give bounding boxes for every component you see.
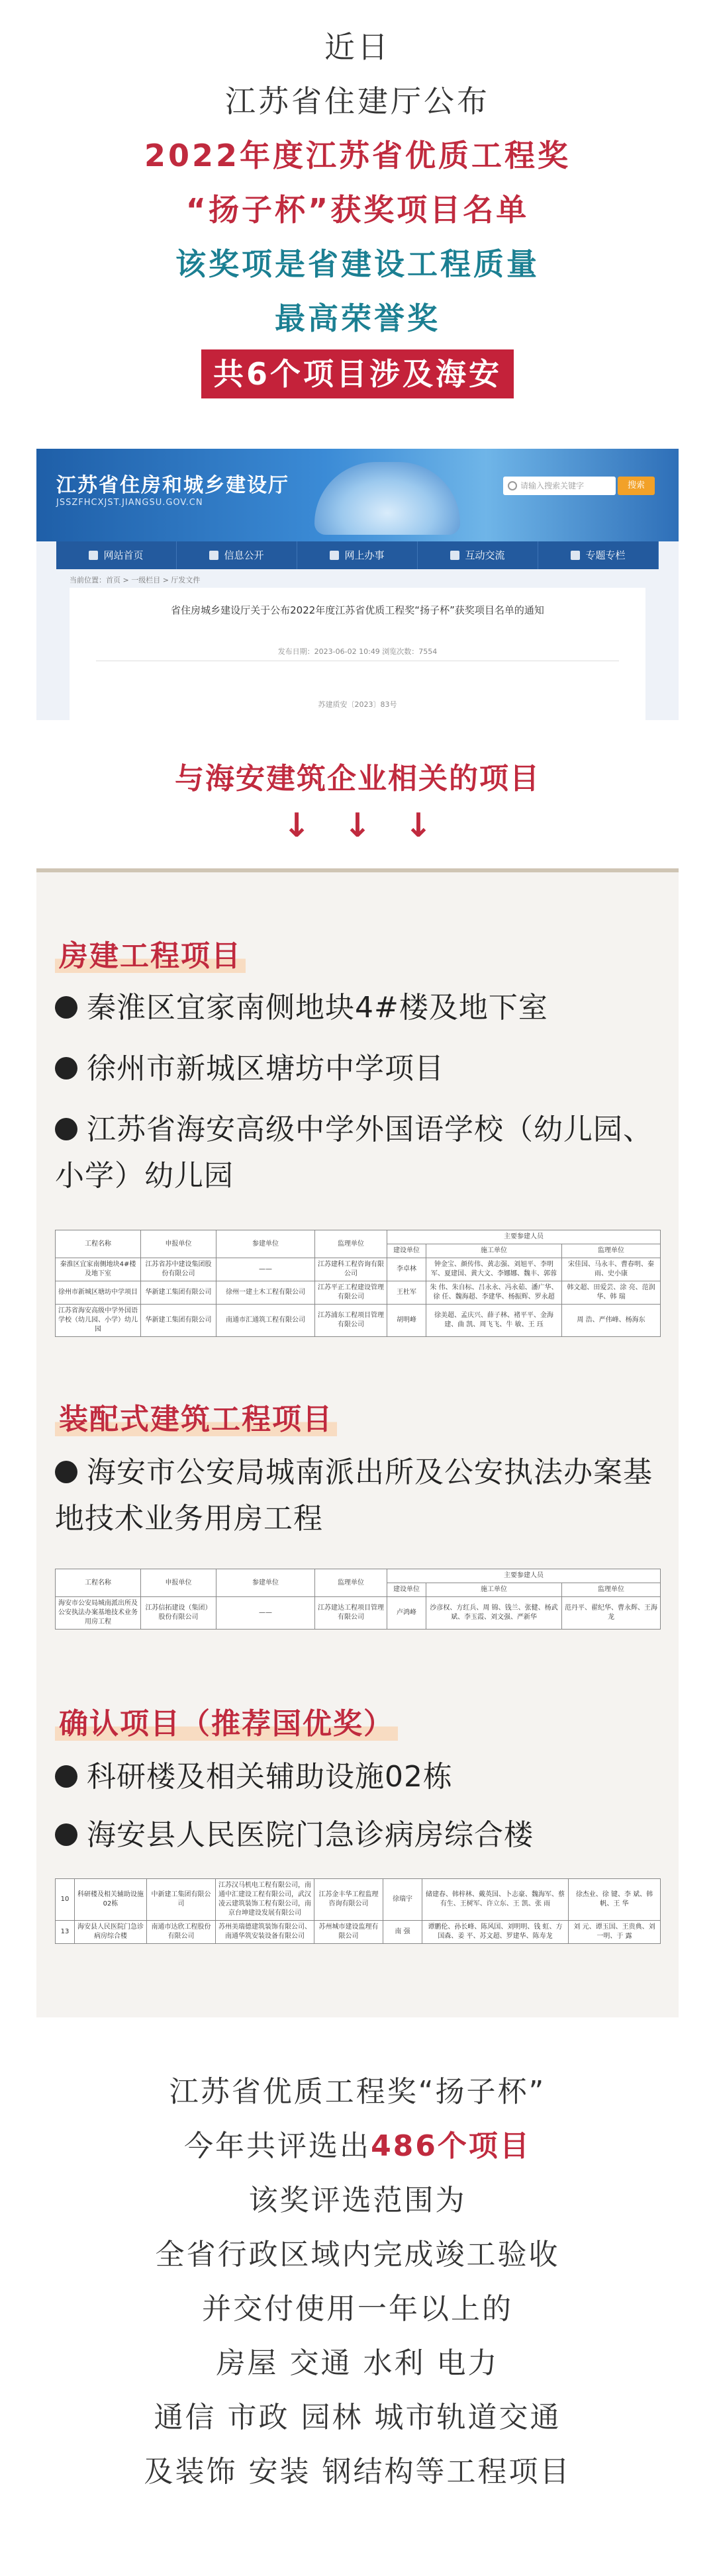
section-title-housing: 房建工程项目 bbox=[55, 932, 246, 974]
outro-line: 该奖评选范围为 bbox=[248, 2184, 467, 2217]
website-screenshot bbox=[36, 449, 679, 720]
arrow-down-icon: ↓↓↓ bbox=[283, 806, 465, 845]
bullet-icon bbox=[55, 1057, 77, 1080]
project-table-housing: 工程名称 申报单位 参建单位 监理单位 主要参建人员 建设单位 施工单位 监理单位 秦淮区宜家南侧地块4#楼及地下室 江苏省苏中建设集团股份有限公司 —— 江苏建科工程咨询有限公司 李卓林 钟金宝、颜传伟、黄志强、刘旭平、李明军、夏建国、黄大文、李娜娜、魏丰、郭蓉 宋佳国、马永丰、曹春明、秦 雨、史小康 徐州市新城区塘坊中学项目 华新建工集团有限公司 徐州一建土木工程有限公司 江苏平正工程建设管理有限公司 王杜军 朱 伟、朱自标、吕永永、冯永茹、潘广华、徐 任、魏海超、李建华、杨振辉、罗永超 韩文超、田爱芸、涂 亮、范润华、韩 瑞 江苏省海安高级中学外国语学校（幼儿园、小学）幼儿园 华新建工集团有限公司 南通市汇通筑工程有限公司 江苏浦东工程项目管理有限公司 胡明峰 徐美超、孟庆兴、薛子林、褚平平、金海建、曲 凯、周飞飞、牛 敏、王 珏 周 浩、严伟峰、杨海东 bbox=[55, 1230, 661, 1337]
project-count-badge: 共6个项目涉及海安 bbox=[201, 349, 514, 398]
nav-service[interactable]: 网上办事 bbox=[297, 541, 418, 569]
table-row: 海安市公安局城南派出所及公安执法办案基地技术业务用房工程 江苏信拓建设（集团）股份有限公司 —— 江苏建达工程项目管理有限公司 卢鸿峰 沙彦权、方红兵、周 锦、钱兰、张健、杨武斌、李玉霞、刘文强、严新华 范丹平、翟纪华、曹永辉、王海龙 bbox=[56, 1597, 661, 1630]
site-nav bbox=[56, 541, 659, 569]
intro-line: 近日 bbox=[324, 29, 391, 65]
service-icon bbox=[330, 551, 339, 560]
table-row: 秦淮区宜家南侧地块4#楼及地下室 江苏省苏中建设集团股份有限公司 —— 江苏建科工程咨询有限公司 李卓林 钟金宝、颜传伟、黄志强、刘旭平、李明军、夏建国、黄大文、李娜娜、魏丰、郭蓉 宋佳国、马永丰、曹春明、秦 雨、史小康 bbox=[56, 1258, 661, 1281]
outro-line: 房屋 交通 水利 电力 bbox=[216, 2346, 499, 2380]
search-icon bbox=[508, 481, 517, 490]
outro-line: 今年共评选出486个项目 bbox=[184, 2129, 531, 2163]
site-search-input[interactable]: 请输入搜索关键字 bbox=[503, 477, 616, 495]
project-item: 海安县人民医院门急诊病房综合楼 bbox=[55, 1812, 664, 1859]
nav-home[interactable]: 网站首页 bbox=[56, 541, 177, 569]
outro-line: 通信 市政 园林 城市轨道交通 bbox=[154, 2401, 561, 2434]
section-title-confirm: 确认项目（推荐国优奖） bbox=[55, 1700, 398, 1742]
project-item: 海安市公安局城南派出所及公安执法办案基地技术业务用房工程 bbox=[55, 1455, 653, 1536]
bullet-icon bbox=[55, 996, 77, 1019]
site-logo: 江苏省住房和城乡建设厅 bbox=[56, 474, 289, 497]
related-projects-title: 与海安建筑企业相关的项目 bbox=[175, 762, 540, 796]
project-table-prefab: 工程名称 申报单位 参建单位 监理单位 主要参建人员 建设单位 施工单位 监理单位 海安市公安局城南派出所及公安执法办案基地技术业务用房工程 江苏信拓建设（集团）股份有限公司 —— 江苏建达工程项目管理有限公司 卢鸿峰 沙彦权、方红兵、周 锦、钱兰、张健、杨武斌、李玉霞、刘文强、严新华 范丹平、翟纪华、曹永辉、王海龙 bbox=[55, 1569, 661, 1630]
outro-line: 及装饰 安装 钢结构等工程项目 bbox=[144, 2455, 571, 2489]
projects-panel bbox=[36, 872, 679, 2017]
project-item: 科研楼及相关辅助设施02栋 bbox=[55, 1754, 664, 1800]
project-item: 秦淮区宜家南侧地块4#楼及地下室 bbox=[55, 985, 664, 1031]
site-banner bbox=[36, 449, 679, 541]
headline-award-desc: 该奖项是省建设工程质量 bbox=[175, 246, 540, 282]
bullet-icon bbox=[55, 1765, 77, 1788]
site-search-button[interactable]: 搜索 bbox=[618, 477, 655, 495]
document-panel bbox=[70, 588, 645, 720]
breadcrumb: 当前位置：首页 > 一级栏目 > 厅发文件 bbox=[70, 576, 201, 584]
chat-icon bbox=[450, 551, 459, 560]
info-icon bbox=[209, 551, 218, 560]
intro-line: 江苏省住建厅公布 bbox=[225, 83, 490, 119]
stadium-illustration bbox=[314, 462, 460, 535]
table-row: 徐州市新城区塘坊中学项目 华新建工集团有限公司 徐州一建土木工程有限公司 江苏平正工程建设管理有限公司 王杜军 朱 伟、朱自标、吕永永、冯永茹、潘广华、徐 任、魏海超、李建华、杨振辉、罗永超 韩文超、田爱芸、涂 亮、范润华、韩 瑞 bbox=[56, 1281, 661, 1305]
table-row: 江苏省海安高级中学外国语学校（幼儿园、小学）幼儿园 华新建工集团有限公司 南通市汇通筑工程有限公司 江苏浦东工程项目管理有限公司 胡明峰 徐美超、孟庆兴、薛子林、褚平平、金海建、曲 凯、周飞飞、牛 敏、王 珏 周 浩、严伟峰、杨海东 bbox=[56, 1305, 661, 1337]
bullet-icon bbox=[55, 1823, 77, 1846]
bullet-icon bbox=[55, 1118, 77, 1140]
home-icon bbox=[89, 551, 98, 560]
nav-topics[interactable]: 专题专栏 bbox=[538, 541, 659, 569]
project-table-confirm bbox=[55, 1878, 661, 1944]
headline-award-year: 2022年度江苏省优质工程奖 bbox=[144, 138, 571, 173]
table-row: 13 海安县人民医院门急诊病房综合楼 南通市达欣工程股份有限公司 苏州美瑞德建筑装饰有限公司、南通华筑安装设备有限公司 苏州城市建设监理有限公司 南 强 谭鹏伦、孙长峰、陈风国、刘明明、钱 虹、方国森、姜 平、苏文超、罗建华、陈寿龙 刘 元、谭玉国、王贵典、刘一明、于 露 bbox=[56, 1921, 661, 1944]
outro-block bbox=[0, 2065, 715, 2499]
project-item: 江苏省海安高级中学外国语学校（幼儿园、小学）幼儿园 bbox=[55, 1113, 653, 1193]
section-title-prefab: 装配式建筑工程项目 bbox=[55, 1395, 337, 1438]
outro-line: 全省行政区域内完成竣工验收 bbox=[155, 2238, 560, 2272]
document-meta: 发布日期：2023-06-02 10:49 浏览次数：7554 bbox=[277, 647, 438, 656]
document-number: 苏建质安〔2023〕83号 bbox=[318, 700, 397, 709]
outro-line: 并交付使用一年以上的 bbox=[202, 2292, 513, 2326]
nav-info[interactable]: 信息公开 bbox=[177, 541, 297, 569]
bullet-icon bbox=[55, 1461, 77, 1483]
intro-block bbox=[0, 20, 715, 398]
project-total: 486个项目 bbox=[371, 2129, 531, 2163]
table-row: 10 科研楼及相关辅助设施02栋 中新建工集团有限公司 江苏汉马机电工程有限公司，南通中汇建设工程有限公司，武汉凌云建筑装饰工程有限公司，南京台坤建设发展有限公司 江苏金丰华工程监理咨询有限公司 徐瑞宇 储建春、韩梓林、戴英国、卜志豪、魏海军、蔡有生、王树军、许立东、王 凯、张 雨 徐杰业、徐 键、李 斌、韩 帆、王 华 bbox=[56, 1879, 661, 1921]
project-item: 徐州市新城区塘坊中学项目 bbox=[55, 1046, 664, 1092]
nav-interact[interactable]: 互动交流 bbox=[418, 541, 538, 569]
site-url: JSSZFHCXJST.JIANGSU.GOV.CN bbox=[56, 498, 203, 508]
headline-award-desc: 最高荣誉奖 bbox=[275, 300, 440, 336]
outro-line: 江苏省优质工程奖“扬子杯” bbox=[169, 2075, 546, 2109]
document-title: 省住房城乡建设厅关于公布2022年度江苏省优质工程奖“扬子杯”获奖项目名单的通知 bbox=[171, 604, 544, 616]
star-icon bbox=[571, 551, 580, 560]
headline-award-name: “扬子杯”获奖项目名单 bbox=[185, 192, 530, 228]
